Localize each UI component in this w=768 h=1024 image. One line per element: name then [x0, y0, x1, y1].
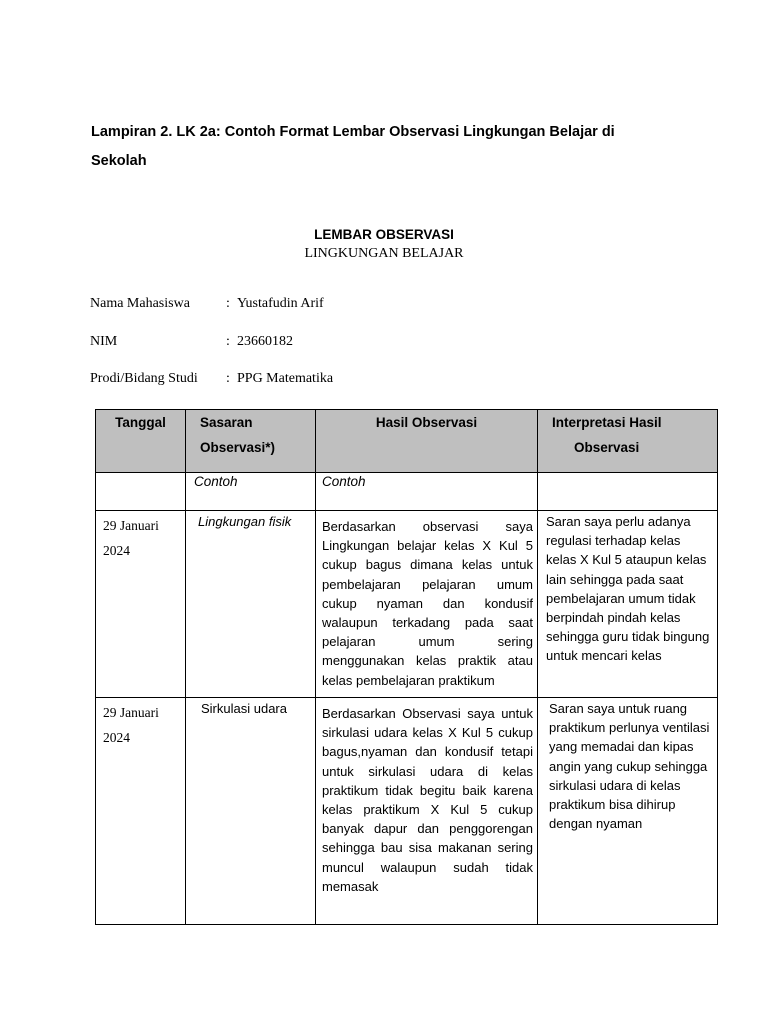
example-cell-hasil: Contoh	[316, 473, 538, 511]
example-cell-interpretasi	[538, 473, 718, 511]
cell-date	[96, 511, 186, 698]
info-label: Nama Mahasiswa	[90, 296, 190, 311]
table-header-row	[96, 410, 718, 473]
info-colon: :	[226, 296, 230, 311]
cell-date	[96, 698, 186, 925]
observation-table	[95, 409, 718, 925]
table-row-example	[96, 473, 718, 511]
form-subheading: LINGKUNGAN BELAJAR	[304, 246, 464, 261]
date-line1: 29 Januari	[103, 518, 159, 533]
document-title-line2: Sekolah	[91, 153, 147, 169]
header-sasaran-line2: Observasi*)	[200, 440, 276, 455]
cell-interpretation: Saran saya untuk ruang praktikum perlunya ventilasi yang memadai dan kipas angin yang cukup sehingga sirkulasi udara di kelas praktikum bisa dihirup dengan nyaman	[538, 698, 718, 925]
document-title	[91, 118, 691, 176]
table-row	[96, 511, 718, 698]
info-colon: :	[226, 371, 230, 386]
header-sasaran-line1: Sasaran	[200, 415, 253, 430]
header-hasil	[316, 410, 538, 473]
form-heading: LEMBAR OBSERVASI	[314, 227, 454, 242]
info-value: PPG Matematika	[237, 371, 334, 386]
date-line2: 2024	[103, 543, 130, 558]
info-colon: :	[226, 334, 230, 349]
header-tanggal	[96, 410, 186, 473]
table-row	[96, 698, 718, 925]
document-title-line1: Lampiran 2. LK 2a: Contoh Format Lembar Observasi Lingkungan Belajar di	[91, 124, 615, 140]
header-interpretasi	[538, 410, 718, 473]
header-sasaran	[186, 410, 316, 473]
date-line2: 2024	[103, 730, 130, 745]
date-line1: 29 Januari	[103, 705, 159, 720]
info-value: 23660182	[237, 334, 293, 349]
header-hasil-text: Hasil Observasi	[375, 415, 478, 430]
info-label: Prodi/Bidang Studi	[90, 371, 198, 386]
example-cell-sasaran: Contoh	[186, 473, 316, 511]
info-label: NIM	[90, 334, 118, 349]
cell-result: Berdasarkan observasi saya Lingkungan belajar kelas X Kul 5 cukup bagus dimana kelas untuk pembelajaran pelajaran umum cukup nyaman dan kondusif walaupun terkadang pada saat pelajaran umum sering menggunakan kelas praktik atau kelas pembelajaran praktikum	[316, 511, 538, 698]
cell-target: Lingkungan fisik	[186, 511, 316, 698]
info-value: Yustafudin Arif	[237, 296, 324, 311]
cell-interpretation: Saran saya perlu adanya regulasi terhadap kelas kelas X Kul 5 ataupun kelas lain sehingga pada saat pembelajaran umum tidak berpindah pindah kelas sehingga guru tidak bingung untuk mencari kelas	[538, 511, 718, 698]
header-tanggal-text: Tanggal	[115, 415, 166, 430]
cell-target: Sirkulasi udara	[186, 698, 316, 925]
header-interpretasi-line1: Interpretasi Hasil	[552, 415, 662, 430]
example-cell-tanggal	[96, 473, 186, 511]
header-interpretasi-line2: Observasi	[574, 440, 640, 455]
cell-result: Berdasarkan Observasi saya untuk sirkulasi udara kelas X Kul 5 cukup bagus,nyaman dan kondusif tetapi untuk sirkulasi udara di kelas praktikum tidak begitu baik karena kelas praktikum X Kul 5 cukup banyak dapur dan penggorengan sehingga bau sisa makanan sering muncul walaupun sudah tidak memasak	[316, 698, 538, 925]
